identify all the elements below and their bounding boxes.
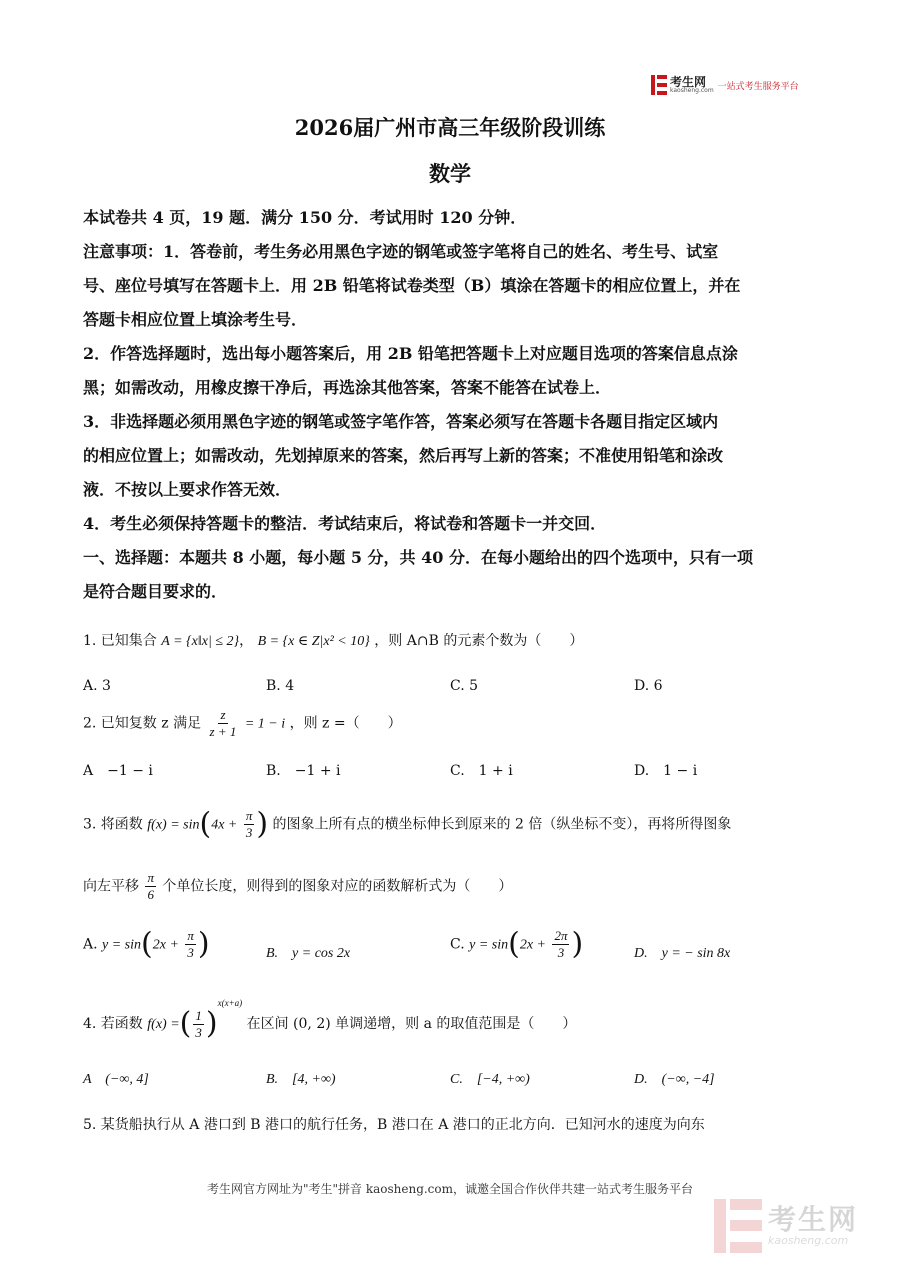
note-line: 注意事项：1．答卷前，考生务必用黑色字迹的钢笔或签字笔将自己的姓名、考生号、试室 [83, 242, 719, 261]
section-heading: 是符合题目要求的． [83, 582, 228, 601]
question-5: 5. 某货船执行从 A 港口到 B 港口的航行任务，B 港口在 A 港口的正北方向．已知河水的速度为向东 [83, 1117, 705, 1133]
q4-option-a: A (−∞, 4] [83, 1072, 149, 1087]
note-line: 答题卡相应位置上填涂考生号． [83, 310, 308, 329]
brand-logo [651, 73, 821, 97]
q3-option-d: D. y = − sin 8x [634, 946, 731, 961]
q3-option-a: A. y = sin(2x + $\frac{\pi}{3}$ ) [83, 926, 210, 962]
note-line: 的相应位置上；如需改动，先划掉原来的答案，然后再写上新的答案；不准使用铅笔和涂改 [83, 446, 724, 465]
brand-name: 考生网 [670, 75, 707, 89]
exam-subject: 数学 [429, 161, 471, 186]
watermark-domain: kaosheng.com [768, 1233, 849, 1247]
q2-option-c: C. 1 + i [450, 763, 513, 779]
question-1: 1. 已知集合 A = {x‖x| ≤ 2}， B = {x ∈ Z|x² < 10} ，则 A∩B 的元素个数为（ ） [83, 633, 584, 649]
section-heading: 一、选择题：本题共 8 小题，每小题 5 分，共 40 分．在每小题给出的四个选项中，只有一项 [83, 548, 753, 567]
note-line: 4．考生必须保持答题卡的整洁．考试结束后，将试卷和答题卡一并交回． [83, 514, 607, 533]
q1-option-d: D. 6 [634, 678, 663, 694]
q4-option-d: D. (−∞, −4] [634, 1072, 715, 1087]
brand-domain: kaosheng.com [670, 87, 714, 94]
watermark-logo-icon [714, 1199, 762, 1253]
q4-option-b: B. [4, +∞) [266, 1072, 336, 1087]
exam-title: 2026届广州市高三年级阶段训练 [294, 115, 606, 140]
watermark-name: 考生网 [768, 1202, 859, 1236]
watermark-logo [714, 1196, 884, 1256]
q4-option-c: C. [−4, +∞) [450, 1072, 530, 1087]
question-3: 3. 将函数 f(x) = sin(4x + $\frac{\pi}{3}$ ) 的图象上所有点的横坐标伸长到原来的 2 倍（纵坐标不变），再将所得图象 [83, 806, 732, 842]
q3-option-b: B. y = cos 2x [266, 946, 351, 961]
note-line: 3．非选择题必须用黑色字迹的钢笔或签字笔作答，答案必须写在答题卡各题目指定区域内 [83, 412, 719, 431]
question-3-line-2: 向左平移 $\frac{\pi}{6}$ 个单位长度，则得到的图象对应的函数解析式为（ ） [83, 870, 513, 902]
q1-option-a: A. 3 [83, 678, 111, 694]
note-line: 黑；如需改动，用橡皮擦干净后，再选涂其他答案，答案不能答在试卷上． [83, 378, 612, 397]
q2-option-a: A −1 − i [83, 763, 153, 779]
note-line: 2．作答选择题时，选出每小题答案后，用 2B 铅笔把答题卡上对应题目选项的答案信息点涂 [83, 344, 738, 363]
q3-option-c: C. y = sin(2x + $\frac{2\pi}{3}$ ) [450, 926, 584, 962]
q2-option-d: D. 1 − i [634, 763, 698, 779]
note-line: 液．不按以上要求作答无效． [83, 480, 292, 499]
q1-option-b: B. 4 [266, 678, 295, 694]
question-4: 4. 若函数 f(x) =( $\frac{1}{3}$ )$^{x(x+a)}$ 在区间 (0, 2) 单调递增，则 a 的取值范围是（ ） [83, 998, 577, 1041]
page-footer: 考生网官方网址为"考生"拼音 kaosheng.com，诚邀全国合作伙伴共建一站式考生服务平台 [206, 1182, 694, 1196]
question-2: 2. 已知复数 z 满足 $\frac{z}{z + 1}$ = 1 − i ，则 z =（ ） [83, 707, 402, 739]
q1-option-c: C. 5 [450, 678, 479, 694]
brand-logo-icon [651, 75, 667, 95]
q2-option-b: B. −1 + i [266, 763, 341, 779]
brand-slogan: 一站式考生服务平台 [717, 81, 799, 92]
exam-intro: 本试卷共 4 页，19 题．满分 150 分．考试用时 120 分钟． [83, 208, 527, 227]
note-line: 号、座位号填写在答题卡上．用 2B 铅笔将试卷类型（B）填涂在答题卡的相应位置上，并在 [83, 276, 741, 295]
